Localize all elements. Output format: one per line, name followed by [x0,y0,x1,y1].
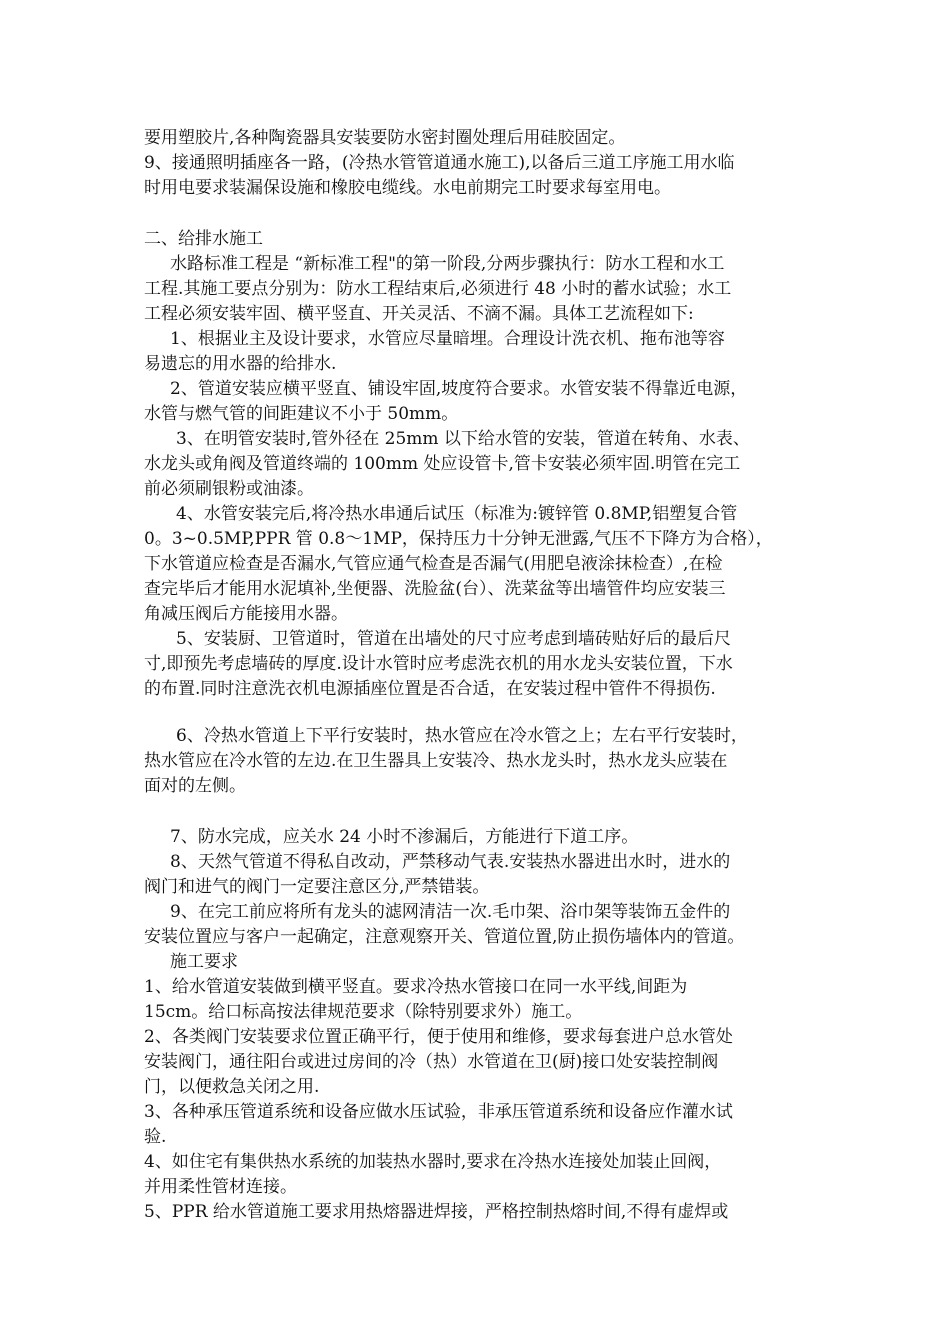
text-line: 验. [144,1127,167,1147]
text-line: 水龙头或角阀及管道终端的 100mm 处应设管卡,管卡安装必须牢固.明管在完工 [144,454,741,474]
text-line: 门，以便救急关闭之用. [144,1077,320,1097]
text-line: 5、安装厨、卫管道时，管道在出墙处的尺寸应考虑到墙砖贴好后的最后尺 [176,629,731,649]
text-line: 角减压阀后方能接用水器。 [144,604,348,624]
text-line: 4、如住宅有集供热水系统的加装热水器时,要求在冷热水连接处加装止回阀， [144,1152,722,1172]
text-line: 要用塑胶片,各种陶瓷器具安装要防水密封圈处理后用硅胶固定。 [144,128,626,148]
text-line: 8、天然气管道不得私自改动，严禁移动气表.安装热水器进出水时，进水的 [170,852,731,872]
text-line: 安装位置应与客户一起确定，注意观察开关、管道位置,防止损伤墙体内的管道。 [144,927,745,947]
text-line: 并用柔性管材连接。 [144,1177,297,1197]
text-line: 0。3~0.5MP,PPR 管 0.8～1MP，保持压力十分钟无泄露,气压不下降方为合格）， [144,529,773,549]
text-line: 时用电要求装漏保设施和橡胶电缆线。水电前期完工时要求每室用电。 [144,178,671,198]
text-line: 工程必须安装牢固、横平竖直、开关灵活、不滴不漏。具体工艺流程如下: [144,304,694,324]
text-line: 3、在明管安装时,管外径在 25mm 以下给水管的安装，管道在转角、水表、 [176,429,750,449]
text-line: 9、接通照明插座各一路，(冷热水管管道通水施工),以备后三道工序施工用水临 [144,153,735,173]
text-line: 查完毕后才能用水泥填补,坐便器、洗脸盆(台）、洗菜盆等出墙管件均应安装三 [144,579,726,599]
text-line: 5、PPR 给水管道施工要求用热熔器进焊接，严格控制热熔时间,不得有虚焊或 [144,1202,729,1222]
text-line: 水路标准工程是 “新标准工程"的第一阶段,分两步骤执行：防水工程和水工 [170,254,725,274]
text-line: 2、管道安装应横平竖直、铺设牢固,坡度符合要求。水管安装不得靠近电源， [170,379,748,399]
text-line: 水管与燃气管的间距建议不小于 50mm。 [144,404,459,424]
text-line: 寸,即预先考虑墙砖的厚度.设计水管时应考虑洗衣机的用水龙头安装位置，下水 [144,654,733,674]
text-line: 15cm。给口标高按法律规范要求（除特别要求外）施工。 [144,1002,583,1022]
text-line: 的布置.同时注意洗衣机电源插座位置是否合适，在安装过程中管件不得损伤. [144,679,716,699]
text-line: 工程.其施工要点分别为：防水工程结束后,必须进行 48 小时的蓄水试验；水工 [144,279,732,299]
text-line: 1、给水管道安装做到横平竖直。要求冷热水管接口在同一水平线,间距为 [144,977,688,997]
text-line: 4、水管安装完后,将冷热水串通后试压（标准为:镀锌管 0.8MP,铝塑复合管 [176,504,738,524]
text-line: 安装阀门，通往阳台或进过房间的冷（热）水管道在卫(厨)接口处安装控制阀 [144,1052,719,1072]
section-heading: 施工要求 [170,952,238,972]
text-line: 2、各类阀门安装要求位置正确平行，便于使用和维修，要求每套进户总水管处 [144,1027,733,1047]
section-heading: 二、给排水施工 [144,229,263,249]
text-line: 下水管道应检查是否漏水,气管应通气检查是否漏气(用肥皂液涂抹检查）,在检 [144,554,723,574]
text-line: 3、各种承压管道系统和设备应做水压试验，非承压管道系统和设备应作灌水试 [144,1102,733,1122]
text-line: 阀门和进气的阀门一定要注意区分,严禁错装。 [144,877,490,897]
text-line: 易遗忘的用水器的给排水. [144,354,337,374]
text-line: 前必须刷银粉或油漆。 [144,479,314,499]
text-line: 9、在完工前应将所有龙头的滤网清洁一次.毛巾架、浴巾架等装饰五金件的 [170,902,731,922]
text-line: 热水管应在冷水管的左边.在卫生器具上安装冷、热水龙头时，热水龙头应装在 [144,751,728,771]
text-line: 1、根据业主及设计要求，水管应尽量暗埋。合理设计洗衣机、拖布池等容 [170,329,725,349]
text-line: 6、冷热水管道上下平行安装时，热水管应在冷水管之上；左右平行安装时， [176,726,748,746]
text-line: 面对的左侧。 [144,776,246,796]
text-line: 7、防水完成，应关水 24 小时不渗漏后，方能进行下道工序。 [170,827,639,847]
